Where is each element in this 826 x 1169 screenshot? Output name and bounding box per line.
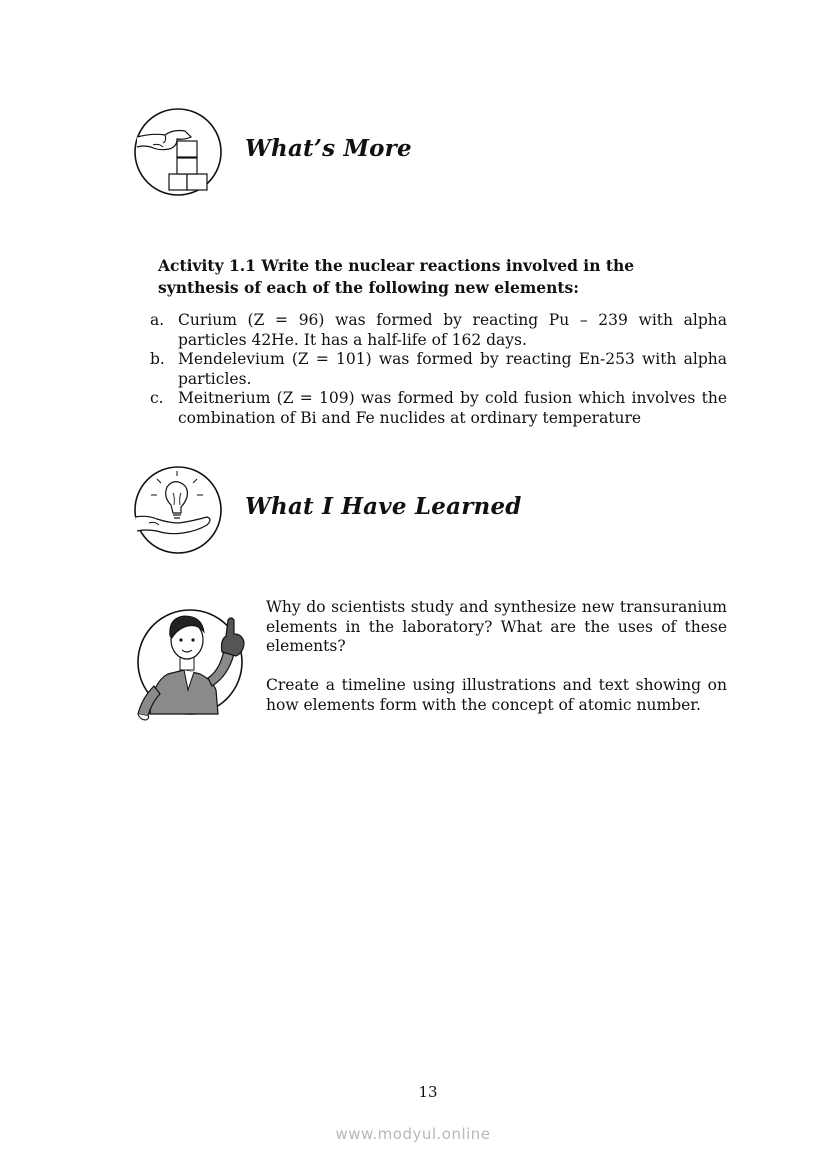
- hand-placing-block-icon: [133, 107, 223, 197]
- list-marker: a.: [150, 311, 165, 329]
- list-item-text: Meitnerium (Z = 109) was formed by cold fusion which involves the combination of Bi and Fe nuclides at ordinary temperature: [178, 389, 727, 427]
- list-item: [150, 311, 727, 350]
- whats-more-icon: [133, 107, 223, 197]
- watermark: www.modyul.online: [335, 1125, 491, 1143]
- activity-title: Activity 1.1 Write the nuclear reactions involved in the synthesis of each of the following new elements:: [158, 256, 635, 297]
- hand-holding-lightbulb-icon: [133, 465, 223, 555]
- what-i-have-learned-title: What I Have Learned: [245, 493, 522, 520]
- page-number: 13: [418, 1083, 438, 1101]
- whats-more-title: What’s More: [245, 135, 412, 162]
- list-marker: b.: [150, 350, 165, 368]
- teacher-pointing-illustration: [128, 590, 253, 725]
- list-item: [150, 389, 727, 428]
- what-i-have-learned-icon: [133, 465, 223, 555]
- teacher-illustration: [128, 590, 253, 725]
- activity-list: [150, 311, 727, 428]
- list-marker: c.: [150, 389, 164, 407]
- timeline-instruction: Create a timeline using illustrations and text showing on how elements form with the concept of atomic number.: [266, 676, 727, 714]
- list-item: [150, 350, 727, 389]
- list-item-text: Curium (Z = 96) was formed by reacting Pu – 239 with alpha particles 42He. It has a half-life of 162 days.: [178, 311, 727, 349]
- list-item-text: Mendelevium (Z = 101) was formed by reacting En-253 with alpha particles.: [178, 350, 727, 388]
- reflection-question: Why do scientists study and synthesize new transuranium elements in the laboratory? What are the uses of these elements?: [266, 598, 727, 655]
